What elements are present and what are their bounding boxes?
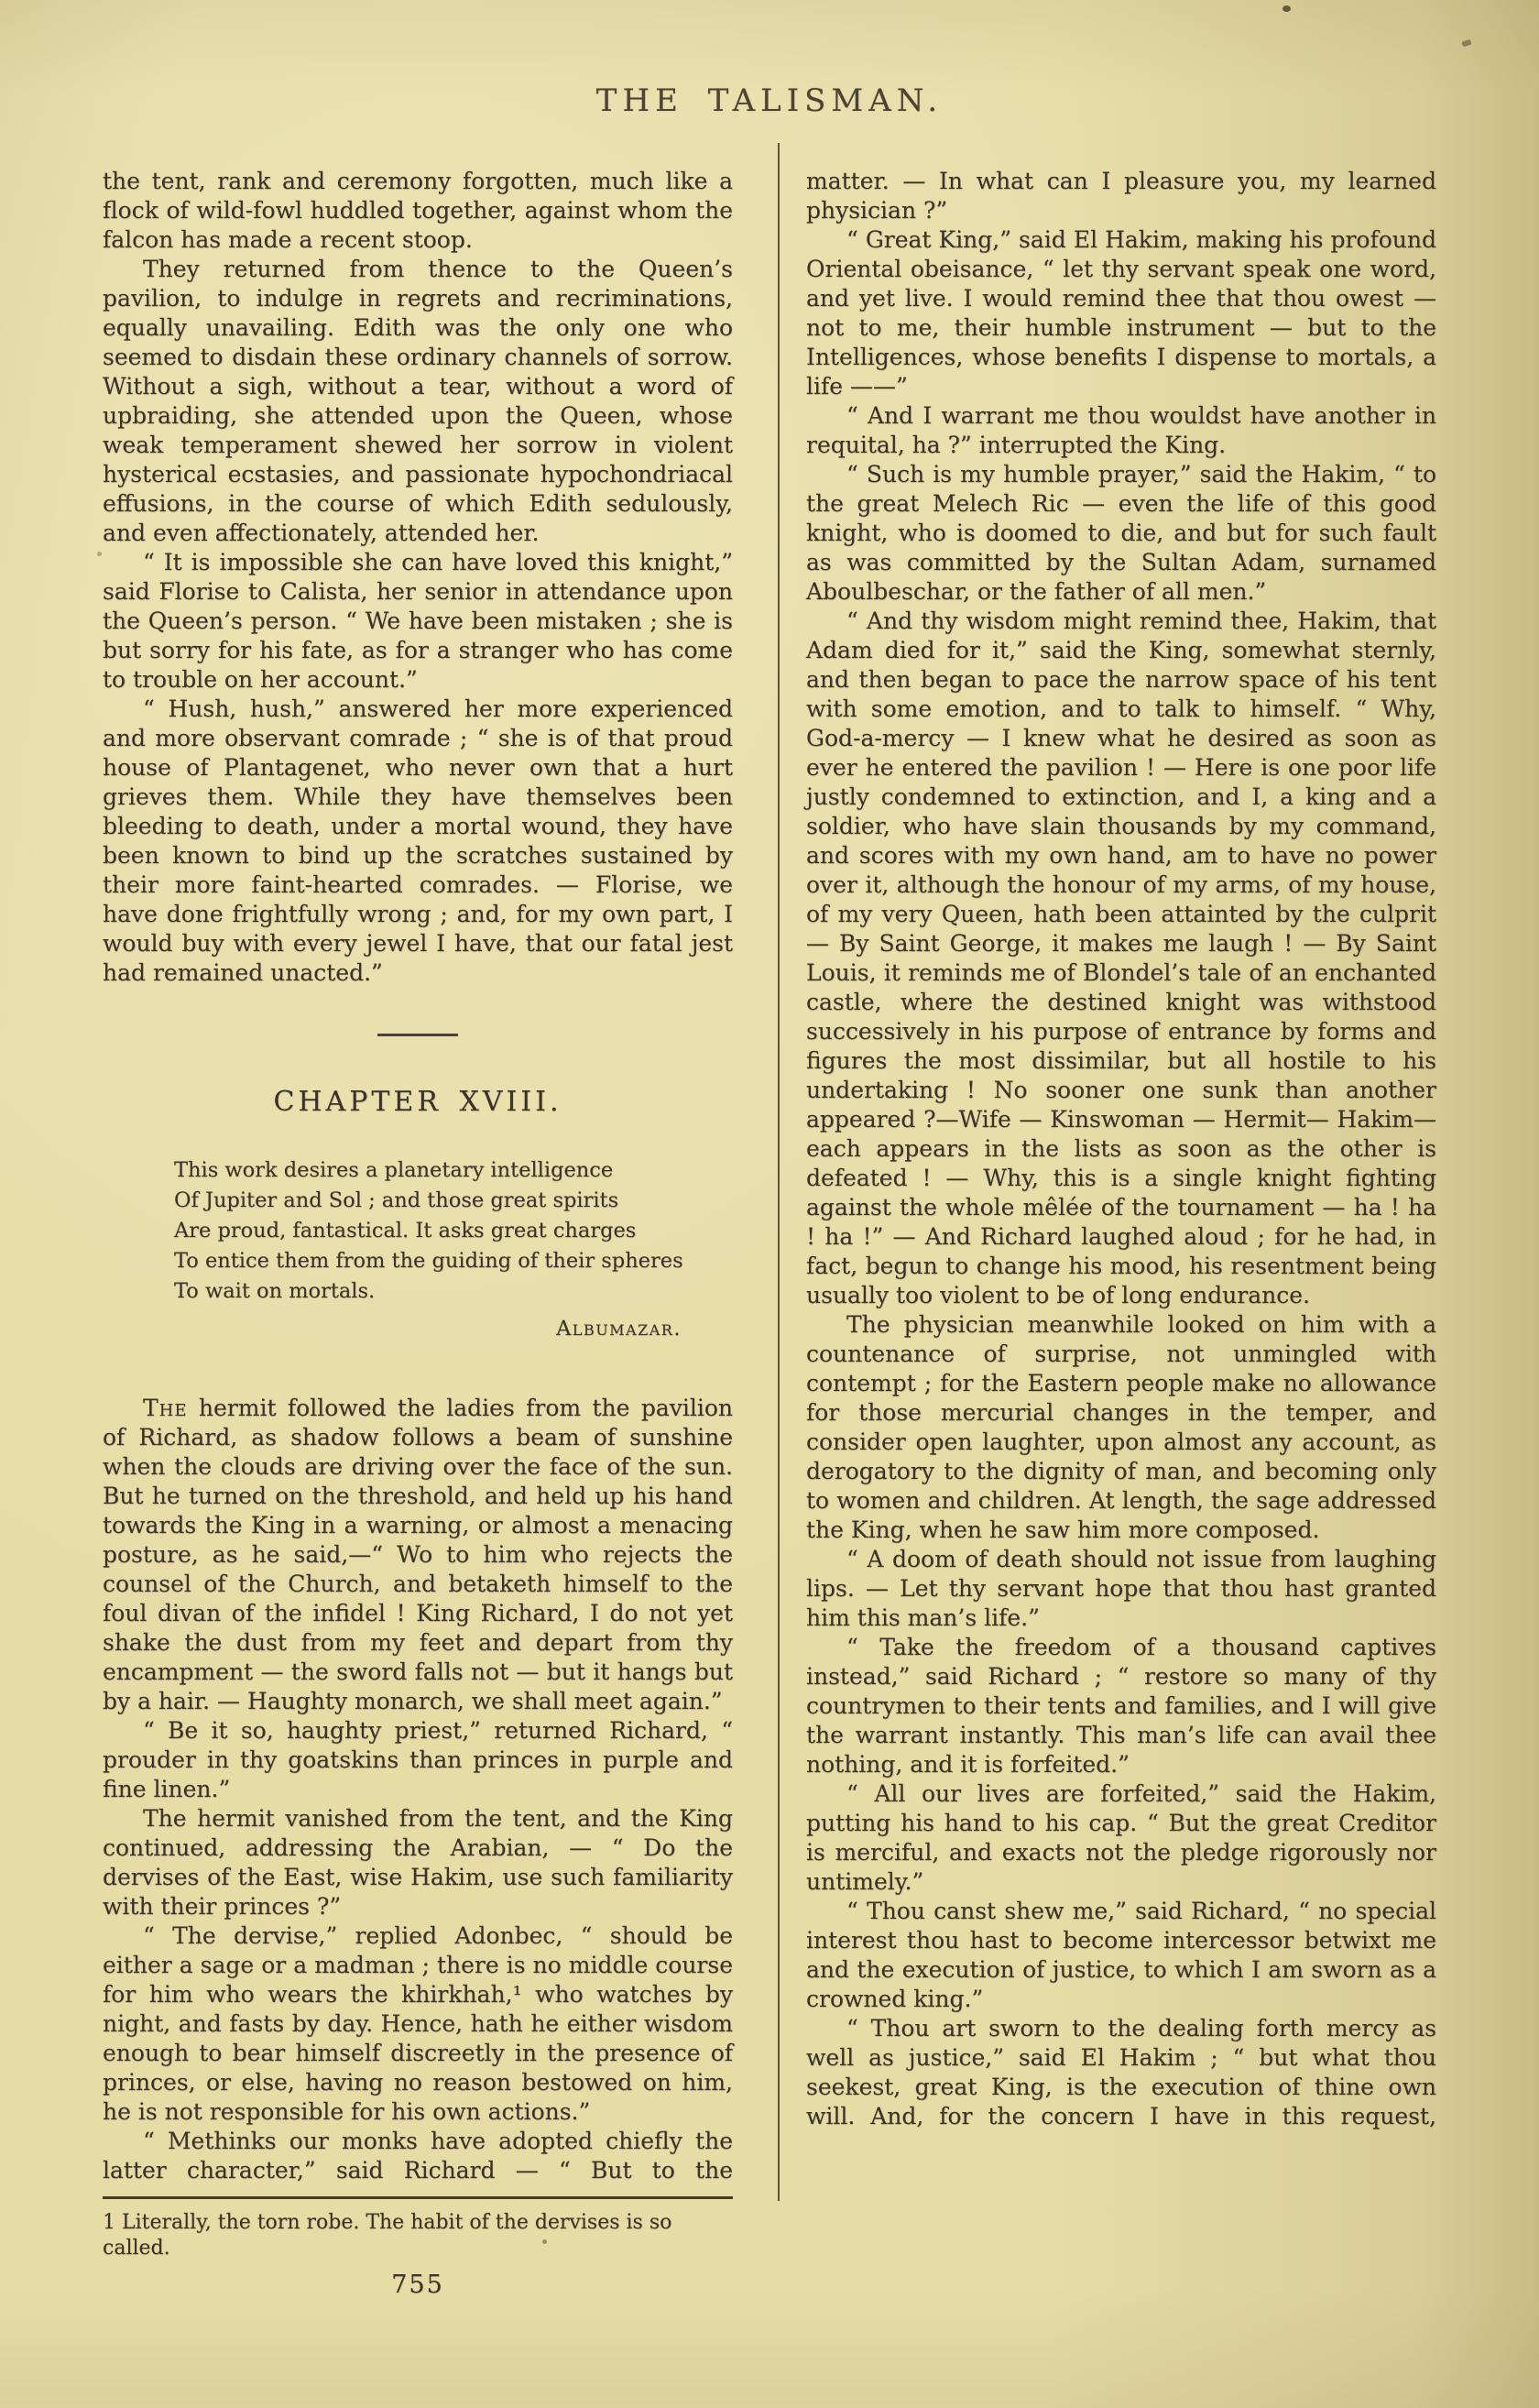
paragraph: [103, 1804, 733, 1921]
paragraph-text: The hermit vanished from the tent, and the King continued, addressing the Arabian, — “ Do the dervises of the East, wise Hakim, use such familiarity with their princes ?”: [103, 1805, 733, 1920]
paragraph: “ Such is my humble prayer,” said the Hakim, “ to the great Melech Ric — even the life of this good knight, who is doomed to die, and but for such fault as was committed by the Sultan Adam, surnamed Aboulbeschar, or the father of all men.”: [806, 461, 1436, 605]
epigraph-line: To wait on mortals.: [174, 1279, 376, 1303]
smallcaps-lead: The: [143, 1395, 188, 1421]
paragraph-text: “ Be it so, haughty priest,” returned Richard, “ prouder in thy goatskins than princes in purple and fine linen.”: [103, 1717, 733, 1802]
paper-speck: [1282, 5, 1291, 12]
chapter-body: [103, 1394, 733, 2185]
footnote-block: [103, 2185, 733, 2300]
page-number: 755: [391, 2271, 444, 2299]
paragraph: They returned from thence to the Queen’s pavilion, to indulge in regrets and recriminations, equally unavailing. Edith was the only one who seemed to disdain these ordinary channels of sorrow. Without a sigh, without a tear, without a word of upbraiding, she attended upon the Queen, whose weak temperament shewed her sorrow in violent hysterical ecstasies, and passionate hypochondriacal effusions, in the course of which Edith sedulously, and even affectionately, attended her.: [103, 256, 733, 546]
footnote-rule: [103, 2196, 733, 2199]
paragraph: matter. — In what can I pleasure you, my learned physician ?”: [806, 168, 1436, 224]
paragraph: the tent, rank and ceremony forgotten, much like a flock of wild-fowl huddled together, against whom the falcon has made a recent stoop.: [103, 168, 733, 253]
paragraph: [103, 1716, 733, 1804]
paragraph: [103, 2127, 733, 2185]
paragraph: “ Take the freedom of a thousand captives instead,” said Richard ; “ restore so many of thy countrymen to their tents and families, and I will give the warrant instantly. This man’s life can avail thee nothing, and it is forfeited.”: [806, 1634, 1436, 1778]
epigraph-attribution: Albumazar.: [556, 1317, 682, 1341]
paragraph: The physician meanwhile looked on him with a countenance of surprise, not unmingled with contempt ; for the Eastern people make no allowance for those mercurial changes in the temper, and consider open laughter, upon almost any account, as derogatory to the dignity of man, and becoming only to women and children. At length, the sage addressed the King, when he saw him more composed.: [806, 1311, 1436, 1543]
paragraph: “ It is impossible she can have loved this knight,” said Florise to Calista, her senior in attendance upon the Queen’s person. “ We have been mistaken ; she is but sorry for his fate, as for a stranger who has come to trouble on her account.”: [103, 549, 733, 693]
footnote: 1 Literally, the torn robe. The habit of the dervises is so called.: [103, 2211, 672, 2260]
section-divider-rule: [377, 1034, 458, 1036]
left-column: [103, 167, 733, 2299]
paragraph: “ And thy wisdom might remind thee, Hakim, that Adam died for it,” said the King, somewhat sternly, and then began to pace the narrow space of his tent with some emotion, and to talk to himself. “ Why, God-a-mercy — I knew what he desired as soon as ever he entered the pavilion ! — Here is one poor life justly condemned to extinction, and I, a king and a soldier, who have slain thousands by my command, and scores with my own hand, am to have no power over it, although the honour of my arms, of my house, of my very Queen, hath been attainted by the culprit — By Saint George, it makes me laugh ! — By Saint Louis, it reminds me of Blondel’s tale of an enchanted castle, where the destined knight was withstood successively in his purpose of entrance by forms and figures the most dissimilar, but all hostile to his undertaking ! No sooner one sunk than another appeared ?—Wife — Kinswoman — Hermit— Hakim—each appears in the lists as soon as the other is defeated ! — Why, this is a single knight fighting against the whole mêlée of the tournament — ha ! ha ! ha !” — And Richard laughed aloud ; for he had, in fact, begun to change his mood, his resentment being usually too violent to be of long endurance.: [806, 607, 1436, 1308]
paragraph-text: hermit followed the ladies from the pavilion of Richard, as shadow follows a beam of sunshine when the clouds are driving over the face of the sun. But he turned on the threshold, and held up his hand towards the King in a warning, or almost a menacing posture, as he said,—“ Wo to him who rejects the counsel of the Church, and betaketh himself to the foul divan of the infidel ! King Richard, I do not yet shake the dust from my feet and depart from thy encampment — the sword falls not — but it hangs but by a hair. — Haughty monarch, we shall meet again.”: [103, 1395, 733, 1714]
epigraph-line: Are proud, fantastical. It asks great charges: [174, 1219, 637, 1242]
chapter-heading: CHAPTER XVIII.: [273, 1086, 562, 1118]
paragraph: “ All our lives are forfeited,” said the Hakim, putting his hand to his cap. “ But the great Creditor is merciful, and exacts not the pledge rigorously nor untimely.”: [806, 1780, 1436, 1895]
paragraph: “ Hush, hush,” answered her more experienced and more observant comrade ; “ she is of that proud house of Plantagenet, who never own that a hurt grieves them. While they have themselves been bleeding to death, under a mortal wound, they have been known to bind up the scratches sustained by their more faint-hearted comrades. — Florise, we have done frightfully wrong ; and, for my own part, I would buy with every jewel I have, that our fatal jest had remained unacted.”: [103, 695, 733, 986]
paragraph: [103, 1921, 733, 2127]
paragraph: “ And I warrant me thou wouldst have another in requital, ha ?” interrupted the King.: [806, 402, 1436, 458]
paragraph: “ Thou art sworn to the dealing forth mercy as well as justice,” said El Hakim ; “ but what thou seekest, great King, is the execution of thine own will. And, for the concern I have in this request,: [806, 2015, 1436, 2129]
running-head: THE TALISMAN.: [595, 82, 944, 119]
epigraph-line: Of Jupiter and Sol ; and those great spirits: [174, 1188, 619, 1212]
paragraph: “ Thou canst shew me,” said Richard, “ no special interest thou hast to become intercessor betwixt me and the execution of justice, to which I am sworn as a crowned king.”: [806, 1898, 1436, 2012]
right-column: [806, 167, 1436, 2131]
paragraph: “ Great King,” said El Hakim, making his profound Oriental obeisance, “ let thy servant speak one word, and yet live. I would remind thee that thou owest — not to me, their humble instrument — but to the Intelligences, whose benefits I dispense to mortals, a life ——”: [806, 226, 1436, 400]
epigraph-line: This work desires a planetary intelligence: [174, 1158, 614, 1182]
paragraph: “ A doom of death should not issue from laughing lips. — Let thy servant hope that thou hast granted him this man’s life.”: [806, 1546, 1436, 1631]
paper-speck: [1461, 39, 1471, 48]
column-divider-rule: [778, 143, 780, 2201]
epigraph-line: To entice them from the guiding of their spheres: [174, 1249, 683, 1273]
paragraph-text: “ The dervise,” replied Adonbec, “ should be either a sage or a madman ; there is no middle course for him who wears the khirkhah,¹ who watches by night, and fasts by day. Hence, hath he either wisdom enough to bear himself discreetly in the presence of princes, or else, having no reason bestowed on him, he is not responsible for his own actions.”: [103, 1922, 733, 2125]
paragraph-text: “ Methinks our monks have adopted chiefly the latter character,” said Richard — “ But to the: [103, 2128, 733, 2184]
epigraph: [174, 1155, 733, 1344]
paragraph: [103, 1394, 733, 1716]
paper-speck: [97, 552, 102, 556]
